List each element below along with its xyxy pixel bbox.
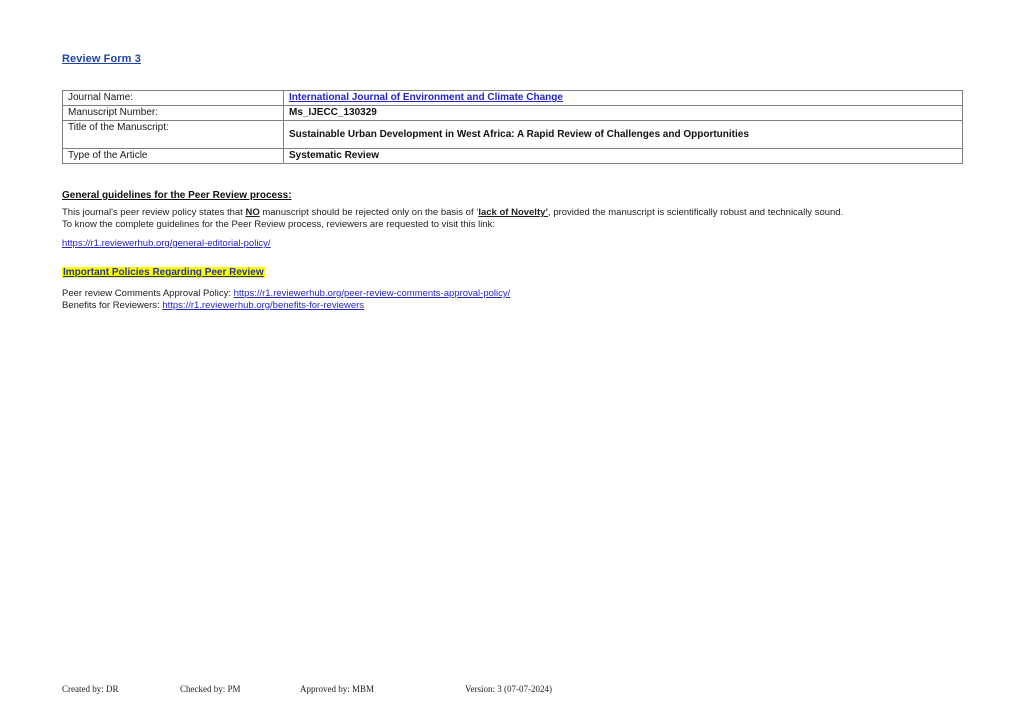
guidelines-emphasis-no: NO bbox=[245, 207, 260, 218]
journal-name-label: Journal Name: bbox=[63, 91, 284, 106]
manuscript-number-label: Manuscript Number: bbox=[63, 106, 284, 121]
table-row-manuscript-title bbox=[63, 121, 963, 149]
guidelines-line2: To know the complete guidelines for the Peer Review process, reviewers are requested to visit this link: bbox=[62, 218, 495, 230]
manuscript-number-value: Ms_IJECC_130329 bbox=[284, 106, 963, 121]
guidelines-sentence-suffix: , provided the manuscript is scientifically robust and technically sound. bbox=[548, 207, 844, 218]
guidelines-heading: General guidelines for the Peer Review process: bbox=[62, 190, 292, 201]
footer-created-by: Created by: DR bbox=[62, 684, 119, 694]
policy-line-comments-approval bbox=[62, 288, 967, 300]
article-type-label: Type of the Article bbox=[63, 149, 284, 164]
comments-approval-label: Peer review Comments Approval Policy: bbox=[62, 288, 234, 299]
important-policies-heading: Important Policies Regarding Peer Review bbox=[63, 267, 264, 278]
benefits-label: Benefits for Reviewers: bbox=[62, 299, 163, 311]
general-editorial-policy-link[interactable]: https://r1.reviewerhub.org/general-editorial-policy/ bbox=[62, 238, 271, 249]
general-policy-link-row bbox=[62, 238, 967, 250]
manuscript-title-value: Sustainable Urban Development in West Africa: A Rapid Review of Challenges and Opportunities bbox=[284, 121, 963, 149]
policy-line-benefits bbox=[62, 300, 967, 312]
guidelines-sentence-mid: manuscript should be rejected only on the basis of ‘ bbox=[259, 207, 479, 218]
article-type-value: Systematic Review bbox=[284, 149, 963, 164]
journal-name-link[interactable]: International Journal of Environment and Climate Change bbox=[289, 92, 563, 103]
footer-approved-by: Approved by: MBM bbox=[300, 684, 374, 694]
guidelines-emphasis-novelty: lack of Novelty’ bbox=[478, 207, 549, 218]
footer-checked-by: Checked by: PM bbox=[180, 684, 241, 694]
table-row-article-type bbox=[63, 149, 963, 164]
guidelines-sentence-prefix: This journal's peer review policy states that bbox=[62, 207, 246, 218]
page-title: Review Form 3 bbox=[62, 53, 141, 65]
guidelines-paragraph bbox=[62, 207, 967, 230]
policy-links-block bbox=[62, 288, 967, 311]
table-row-manuscript-number bbox=[63, 106, 963, 121]
footer-version: Version: 3 (07-07-2024) bbox=[465, 684, 552, 694]
benefits-for-reviewers-link[interactable]: https://r1.reviewerhub.org/benefits-for-reviewers bbox=[162, 299, 365, 311]
manuscript-info-table bbox=[62, 90, 963, 164]
comments-approval-policy-link[interactable]: https://r1.reviewerhub.org/peer-review-comments-approval-policy/ bbox=[233, 288, 511, 299]
table-row-journal-name bbox=[63, 91, 963, 106]
manuscript-title-label: Title of the Manuscript: bbox=[63, 121, 284, 149]
